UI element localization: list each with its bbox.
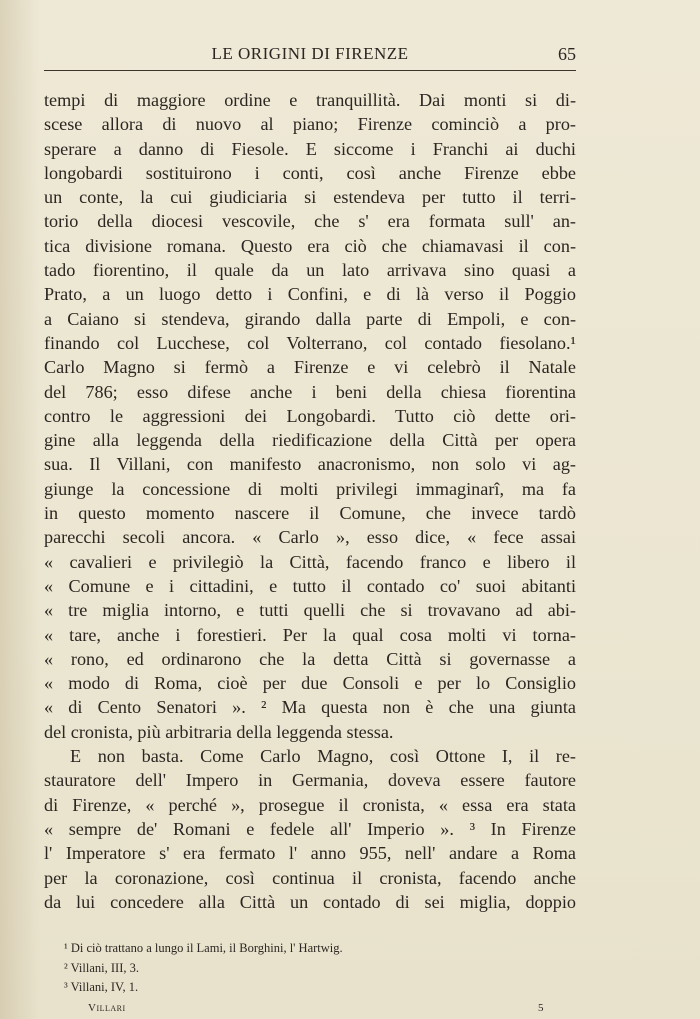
text-line: gine alla leggenda della riedificazione della Città per opera — [44, 430, 576, 451]
text-line: stauratore dell' Impero in Germania, doveva essere fautore — [44, 770, 576, 791]
footnote-2: ² Villani, III, 3. — [64, 960, 139, 975]
text-line: in questo momento nascere il Comune, che invece tardò — [44, 503, 576, 524]
text-line: di Firenze, « perché », prosegue il cronista, « essa era stata — [44, 794, 576, 815]
text-line: torio della diocesi vescovile, che s' era formata sull' an- — [44, 211, 576, 232]
text-line: scese allora di nuovo al piano; Firenze cominciò a pro- — [44, 114, 576, 135]
text-line: Prato, a un luogo detto i Confini, e di là verso il Poggio — [44, 284, 576, 305]
text-line: per la coronazione, così continua il cronista, facendo anche — [44, 867, 576, 888]
text-line: tica divisione romana. Questo era ciò che chiamavasi il con- — [44, 235, 576, 256]
page-number: 65 — [558, 44, 576, 64]
paragraph-start-line: E non basta. Come Carlo Magno, così Ottone I, il re- — [70, 746, 576, 767]
page-header — [44, 44, 576, 68]
text-line: tempi di maggiore ordine e tranquillità. Dai monti si di- — [44, 90, 576, 110]
text-line: « Comune e i cittadini, e tutto il contado co' suoi abitanti — [44, 575, 576, 596]
running-title: LE ORIGINI DI FIRENZE — [211, 44, 409, 63]
text-line: sperare a danno di Fiesole. E siccome i Franchi ai duchi — [44, 138, 576, 159]
text-line: longobardi sostituirono i conti, così anche Firenze ebbe — [44, 162, 576, 183]
text-line: a Caiano si stendeva, girando dalla parte di Empoli, e con- — [44, 308, 576, 329]
header-rule — [44, 70, 576, 71]
text-line: da lui concedere alla Città un contado di sei miglia, doppio — [44, 891, 576, 912]
text-line: « modo di Roma, cioè per due Consoli e per lo Consiglio — [44, 673, 576, 694]
body-text — [44, 88, 576, 914]
text-line: « sempre de' Romani e fedele all' Imperio ». ³ In Firenze — [44, 818, 576, 839]
footnote-1: ¹ Di ciò trattano a lungo il Lami, il Borghini, l' Hartwig. — [64, 941, 343, 955]
text-line: del 786; esso difese anche i beni della chiesa fiorentina — [44, 381, 576, 402]
text-line: giunge la concessione di molti privilegi immaginarî, ma fa — [44, 478, 576, 499]
text-line: Carlo Magno si fermò a Firenze e vi celebrò il Natale — [44, 357, 576, 378]
text-line: « rono, ed ordinarono che la detta Città si governasse a — [44, 648, 576, 669]
text-line: contro le aggressioni dei Longobardi. Tutto ciò dette ori- — [44, 405, 576, 426]
text-line: sua. Il Villani, con manifesto anacronismo, non solo vi ag- — [44, 454, 576, 475]
text-line: l' Imperatore s' era fermato l' anno 955, nell' andare a Roma — [44, 843, 576, 864]
text-line: « tare, anche i forestieri. Per la qual cosa molti vi torna- — [44, 624, 576, 645]
signature-number: 5 — [538, 1002, 544, 1014]
text-line: « tre miglia intorno, e tutti quelli che si trovavano ad abi- — [44, 600, 576, 621]
text-line: finando col Lucchese, col Volterrano, col contado fiesolano.¹ — [44, 332, 576, 353]
text-line: « di Cento Senatori ». ² Ma questa non è che una giunta — [44, 697, 576, 718]
paragraph-end-line: del cronista, più arbitraria della leggenda stessa. — [44, 721, 394, 742]
text-line: « cavalieri e privilegiò la Città, facendo franco e libero il — [44, 551, 576, 572]
footnotes — [64, 939, 564, 998]
text-line: un conte, la cui giudiciaria si estendeva per tutto il terri- — [44, 187, 576, 208]
text-line: parecchi secoli ancora. « Carlo », esso dice, « fece assai — [44, 527, 576, 548]
signature-mark: Villari — [88, 1002, 126, 1014]
text-line: tado fiorentino, il quale da un lato arrivava sino quasi a — [44, 260, 576, 281]
footnote-3: ³ Villani, IV, 1. — [64, 980, 139, 994]
